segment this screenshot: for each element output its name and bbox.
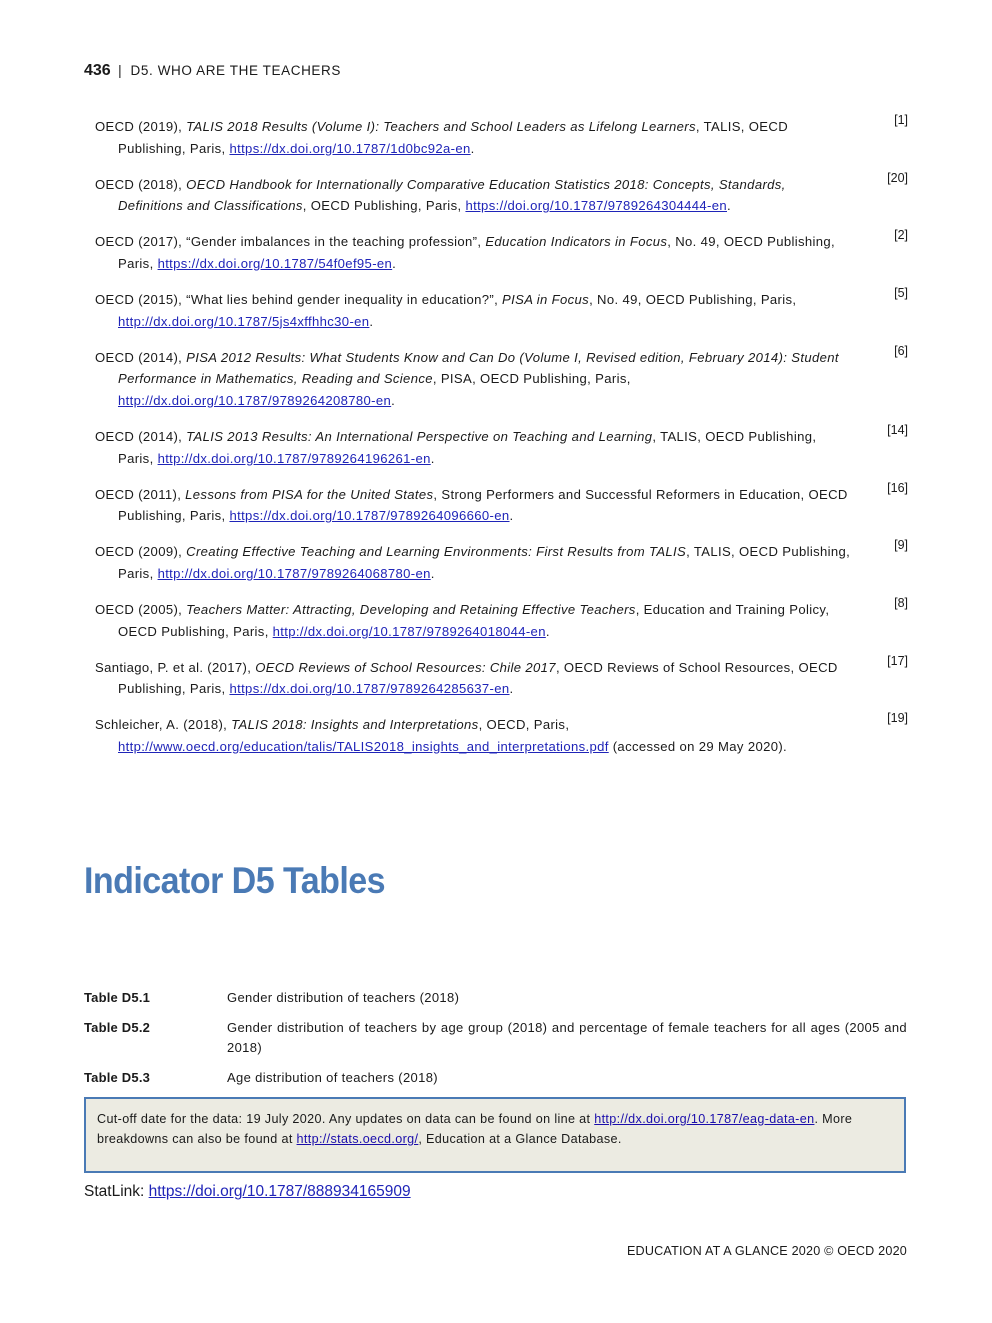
reference-title: Teachers Matter: Attracting, Developing and Retaining Effective Teachers — [186, 602, 636, 618]
note-text: , Education at a Glance Database. — [418, 1132, 622, 1146]
reference-title: OECD Handbook for Internationally Comparative Education Statistics 2018: Concepts, Standards, Definitions and Classifications — [118, 176, 786, 214]
reference-link[interactable]: http://dx.doi.org/10.1787/9789264018044-en — [272, 623, 546, 639]
reference-publisher: , No. 49, OECD Publishing, Paris, — [589, 292, 797, 308]
reference-tag: [16] — [887, 480, 908, 495]
reference-title: Creating Effective Teaching and Learning Environments: First Results from TALIS — [186, 544, 687, 560]
reference-publisher: , OECD Publishing, Paris, — [302, 198, 466, 214]
reference-link[interactable]: https://dx.doi.org/10.1787/1d0bc92a-en — [229, 140, 471, 156]
reference-title: TALIS 2018 Results (Volume I): Teachers and School Leaders as Lifelong Learners — [186, 119, 696, 134]
reference-author-year: OECD (2017), “Gender imbalances in the teaching profession”, — [95, 234, 486, 250]
reference-entry: Schleicher, A. (2018), TALIS 2018: Insights and Interpretations, OECD, Paris, http://www.oecd.org/education/talis/TALIS2018_insights_and_interpretations.pdf (accessed on 29 May 2020). [19] — [95, 714, 908, 757]
table-id: Table D5.1 — [84, 990, 151, 1005]
reference-tag: [20] — [887, 170, 908, 185]
table-list-item — [84, 1068, 907, 1088]
reference-title: TALIS 2018: Insights and Interpretations — [231, 717, 479, 733]
reference-author-year: Schleicher, A. (2018), — [95, 717, 232, 733]
statlink — [84, 1183, 411, 1201]
reference-link[interactable]: http://www.oecd.org/education/talis/TALIS2018_insights_and_interpretations.pdf — [118, 739, 609, 755]
page-header — [84, 62, 341, 80]
reference-link[interactable]: http://dx.doi.org/10.1787/9789264208780-en — [118, 392, 392, 408]
table-list — [84, 988, 907, 1098]
reference-tag: [17] — [887, 653, 908, 668]
reference-author-year: OECD (2014), — [95, 429, 187, 445]
reference-tag: [6] — [894, 343, 908, 358]
reference-tag: [9] — [894, 538, 908, 553]
reference-entry: Santiago, P. et al. (2017), OECD Reviews of School Resources: Chile 2017, OECD Reviews of School Resources, OECD Publishing, Paris, https://dx.doi.org/10.1787/9789264285637-en. [17] — [95, 657, 908, 700]
eag-data-link[interactable]: http://dx.doi.org/10.1787/eag-data-en — [594, 1112, 815, 1126]
header-separator: | — [118, 63, 123, 78]
reference-publisher: , PISA, OECD Publishing, Paris, — [432, 371, 631, 387]
reference-title: Lessons from PISA for the United States — [185, 486, 434, 502]
page-footer: EDUCATION AT A GLANCE 2020 © OECD 2020 — [626, 1244, 907, 1258]
reference-tag: [8] — [894, 596, 908, 611]
reference-author-year: OECD (2009), — [95, 544, 187, 560]
table-description: Age distribution of teachers (2018) — [227, 1070, 438, 1085]
reference-title: TALIS 2013 Results: An International Perspective on Teaching and Learning — [186, 429, 653, 445]
statlink-link[interactable]: https://doi.org/10.1787/888934165909 — [148, 1183, 411, 1200]
reference-link[interactable]: http://dx.doi.org/10.1787/9789264068780-en — [157, 566, 431, 581]
reference-entry: OECD (2009), Creating Effective Teaching and Learning Environments: First Results from TALIS, TALIS, OECD Publishing, Paris, http://dx.doi.org/10.1787/9789264068780-en. [9] — [95, 541, 908, 584]
reference-tag: [14] — [887, 423, 908, 438]
section-title: Indicator D5 Tables — [84, 860, 385, 901]
reference-link[interactable]: https://dx.doi.org/10.1787/54f0ef95-en — [157, 255, 393, 271]
reference-author-year: OECD (2005), — [95, 602, 187, 618]
reference-publisher: , Strong Performers and Successful Reformers in Education, OECD Publishing, Paris, — [118, 486, 848, 524]
reference-tag: [5] — [894, 286, 908, 301]
reference-entry: OECD (2015), “What lies behind gender inequality in education?”, PISA in Focus, No. 49, OECD Publishing, Paris, http://dx.doi.org/10.1787/5js4xffhhc30-en. [5] — [95, 289, 908, 332]
reference-author-year: OECD (2014), — [95, 349, 187, 365]
reference-entry: OECD (2014), PISA 2012 Results: What Students Know and Can Do (Volume I, Revised edition, February 2014): Student Performance in Mathematics, Reading and Science, PISA, OECD Publishing, Paris, http://dx.doi.org/10.1787/9789264208780-en. [6] — [95, 347, 908, 412]
table-id: Table D5.3 — [84, 1070, 151, 1085]
table-id: Table D5.2 — [84, 1020, 151, 1035]
reference-author-year: OECD (2015), “What lies behind gender inequality in education?”, — [95, 292, 503, 308]
reference-author-year: OECD (2018), — [95, 176, 187, 192]
reference-list — [95, 113, 908, 772]
reference-tag: [19] — [887, 711, 908, 726]
reference-title: OECD Reviews of School Resources: Chile 2017 — [255, 659, 556, 675]
reference-tag: [2] — [894, 228, 908, 243]
reference-publisher: , OECD Reviews of School Resources, OECD Publishing, Paris, — [118, 659, 838, 697]
table-list-item — [84, 1018, 907, 1058]
table-description: Gender distribution of teachers (2018) — [227, 990, 460, 1005]
table-list-item — [84, 988, 907, 1008]
reference-publisher: , No. 49, OECD Publishing, Paris, — [118, 234, 836, 271]
reference-link[interactable]: https://doi.org/10.1787/9789264304444-en — [465, 198, 727, 214]
reference-entry: OECD (2014), TALIS 2013 Results: An International Perspective on Teaching and Learning, TALIS, OECD Publishing, Paris, http://dx.doi.org/10.1787/9789264196261-en. [14] — [95, 426, 908, 469]
reference-entry: OECD (2017), “Gender imbalances in the teaching profession”, Education Indicators in Focus, No. 49, OECD Publishing, Paris, https://dx.doi.org/10.1787/54f0ef95-en. [2] — [95, 231, 908, 274]
reference-publisher: , TALIS, OECD Publishing, Paris, — [118, 119, 788, 156]
note-text: . More breakdowns can also be found at — [97, 1112, 853, 1146]
reference-entry: OECD (2018), OECD Handbook for Internationally Comparative Education Statistics 2018: Concepts, Standards, Definitions and Classifications, OECD Publishing, Paris, https://doi.org/10.1787/9789264304444-en. [20] — [95, 174, 908, 217]
reference-title: PISA 2012 Results: What Students Know and Can Do (Volume I, Revised edition, February 2014): Student Performance in Mathematics, Reading and Science — [118, 349, 839, 387]
statlink-label: StatLink: — [84, 1183, 149, 1200]
reference-entry: OECD (2019), TALIS 2018 Results (Volume I): Teachers and School Leaders as Lifelong Learners, TALIS, OECD Publishing, Paris, https://dx.doi.org/10.1787/1d0bc92a-en. [1] — [95, 116, 908, 159]
reference-link[interactable]: http://dx.doi.org/10.1787/5js4xffhhc30-en — [118, 313, 370, 329]
reference-publisher: , TALIS, OECD Publishing, Paris, — [118, 544, 851, 581]
reference-publisher: , Education and Training Policy, OECD Publishing, Paris, — [118, 602, 830, 639]
reference-entry: OECD (2011), Lessons from PISA for the United States, Strong Performers and Successful Reformers in Education, OECD Publishing, Paris, https://dx.doi.org/10.1787/9789264096660-en. [16] — [95, 484, 908, 527]
reference-tag: [1] — [894, 113, 908, 127]
reference-title: Education Indicators in Focus — [485, 234, 668, 250]
reference-author-year: Santiago, P. et al. (2017), — [95, 659, 256, 675]
reference-entry: OECD (2005), Teachers Matter: Attracting, Developing and Retaining Effective Teachers, Education and Training Policy, OECD Publishing, Paris, http://dx.doi.org/10.1787/9789264018044-en. [8] — [95, 599, 908, 642]
reference-link[interactable]: https://dx.doi.org/10.1787/9789264285637-en — [229, 681, 510, 697]
note-text: Cut-off date for the data: 19 July 2020. Any updates on data can be found on line at — [97, 1112, 595, 1126]
oecd-stats-link[interactable]: http://stats.oecd.org/ — [296, 1132, 419, 1146]
reference-link[interactable]: http://dx.doi.org/10.1787/9789264196261-en — [157, 450, 431, 466]
reference-link[interactable]: https://dx.doi.org/10.1787/9789264096660-en — [229, 508, 510, 524]
reference-publisher: , OECD, Paris, — [478, 717, 570, 733]
page-number: 436 — [84, 62, 111, 79]
data-note-box — [84, 1097, 906, 1173]
reference-author-year: OECD (2019), — [95, 119, 187, 134]
table-description: Gender distribution of teachers by age group (2018) and percentage of female teachers for all ages (2005 and 2018) — [227, 1020, 907, 1055]
chapter-title: D5. WHO ARE THE TEACHERS — [130, 63, 341, 78]
reference-author-year: OECD (2011), — [95, 486, 186, 502]
reference-title: PISA in Focus — [502, 292, 590, 308]
reference-publisher: , TALIS, OECD Publishing, Paris, — [118, 429, 817, 466]
